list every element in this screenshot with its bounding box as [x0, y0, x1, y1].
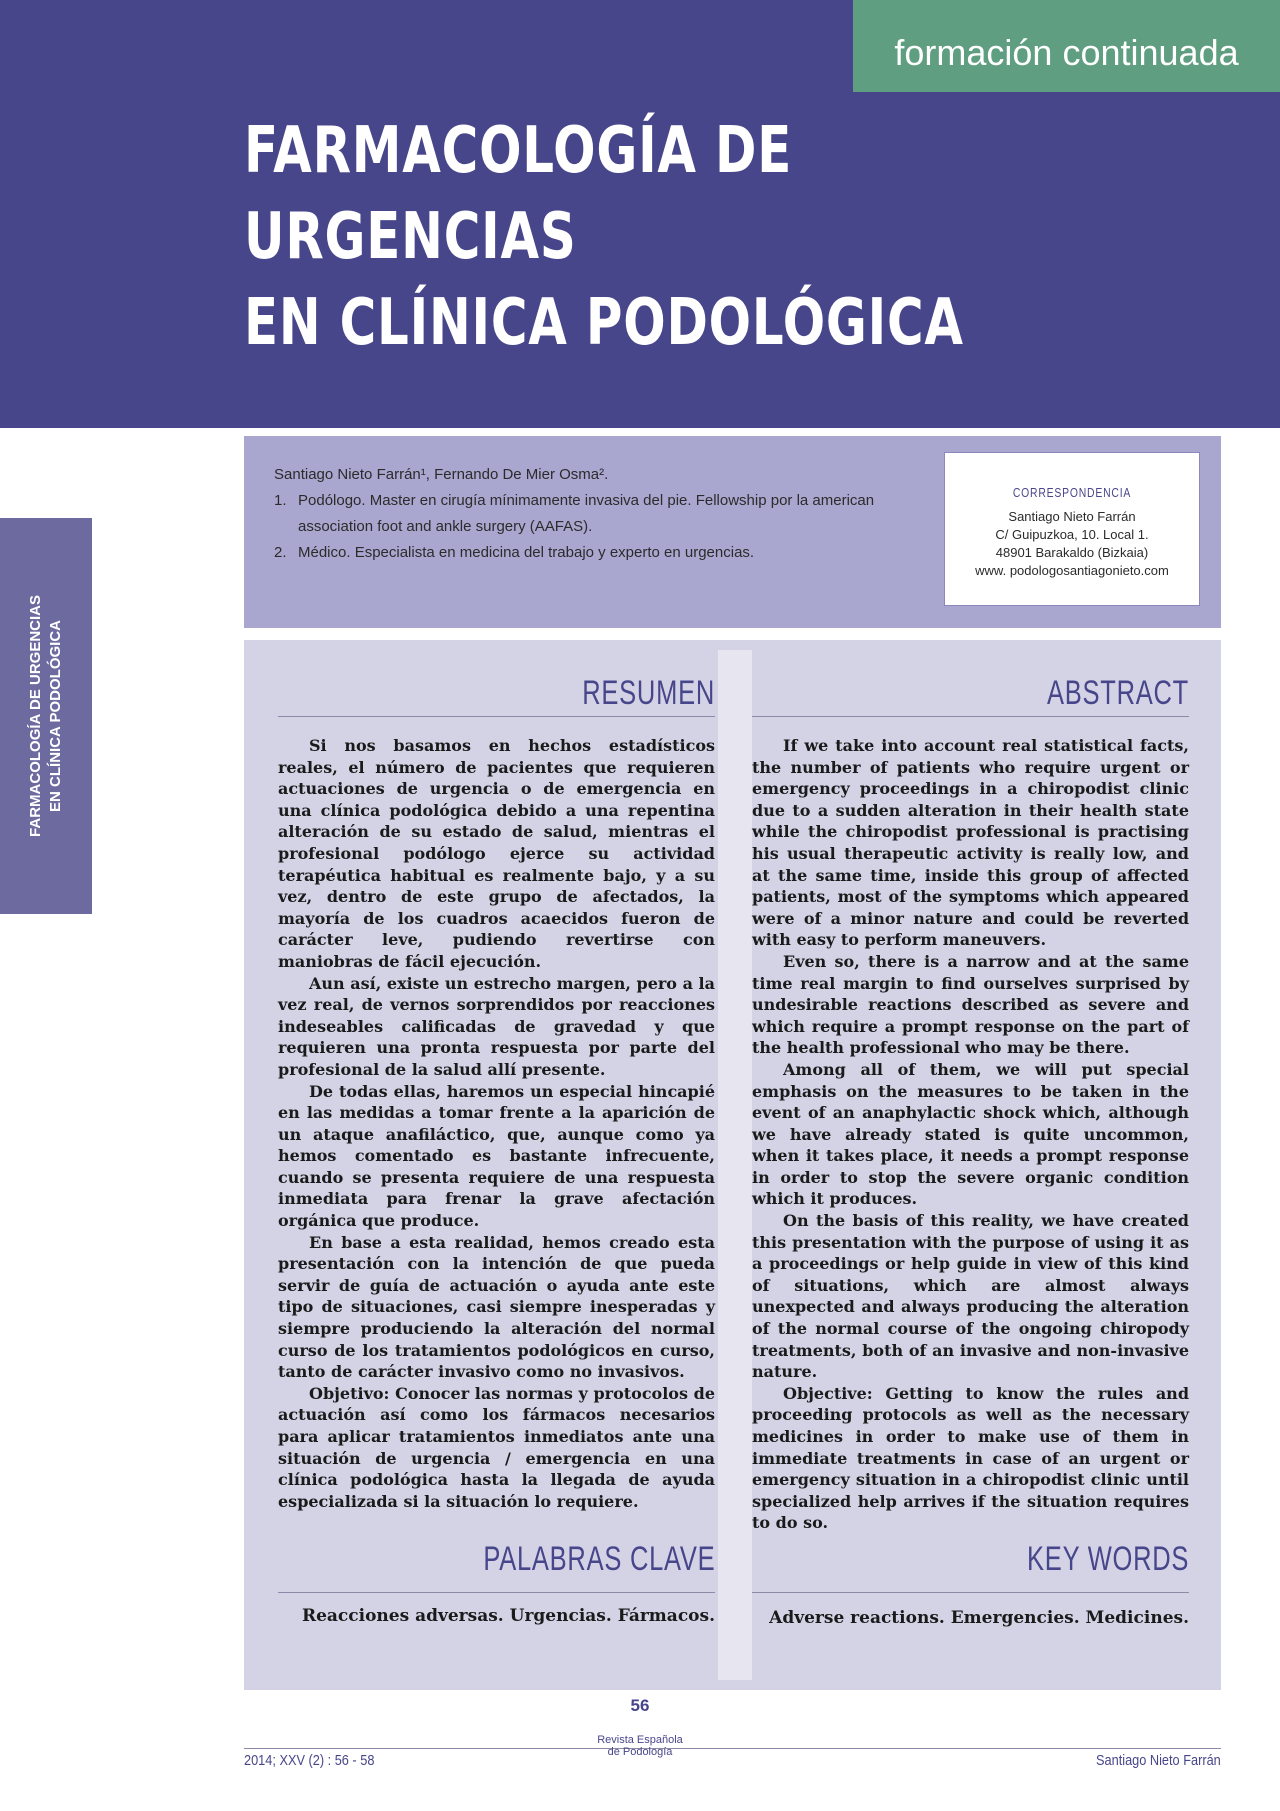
author-names: Santiago Nieto Farrán¹, Fernando De Mier Osma². — [274, 466, 609, 483]
abstract-body — [752, 735, 1189, 1534]
column-divider — [718, 650, 752, 1680]
correspondence-website[interactable]: www. podologosantiagonieto.com — [975, 563, 1169, 578]
affiliation-2: 2. Médico. Especialista en medicina del trabajo y experto en urgencias. — [274, 544, 755, 561]
objective-text: Getting to know the rules and proceeding protocols as well as the necessary medicines in order to make use of them in immediate treatments in case of an urgent or emergency situation in a chiropodist clinic until specialized help arrives if the situation requires to do so. — [752, 1383, 1189, 1533]
key-words-heading: KEY WORDS — [1026, 1540, 1189, 1578]
resumen-objective — [278, 1383, 715, 1513]
resumen-rule — [278, 716, 715, 717]
abstract-objective — [752, 1383, 1189, 1534]
title-line-2: EN CLÍNICA PODOLÓGICA — [244, 286, 964, 360]
resumen-column — [278, 640, 715, 1512]
abstract-heading: ABSTRACT — [1046, 674, 1189, 712]
section-tag: formación continuada — [853, 0, 1280, 92]
side-running-title — [0, 518, 92, 914]
objective-label: Objective: — [783, 1383, 873, 1403]
abstract-paragraph: If we take into account real statistical facts, the number of patients who require urgent or emergency proceedings in a chiropodist clinic due to a sudden alteration in their health state while the chiropodist professional is practising his usual therapeutic activity is really low, and at the same time, inside this group of affected patients, most of the symptoms which appeared were of a minor nature and could be reverted with easy to perform maneuvers. — [752, 736, 1189, 950]
resumen-paragraph: Si nos basamos en hechos estadísticos reales, el número de pacientes que requieren actuaciones de urgencia o de emergencia en una clínica podológica debido a una repentina alteración de su estado de salud, mientras el profesional podólogo ejerce su actividad terapéutica habitual es realmente bajo, y a su vez, dentro de este grupo de afectados, la mayoría de los cuadros acaecidos fueron de carácter leve, pudiendo revertirse con maniobras de fácil ejecución. — [278, 736, 715, 971]
authors-box — [244, 436, 1221, 628]
journal-name-line-2: de Podología — [607, 1746, 673, 1758]
key-words-rule — [752, 1592, 1189, 1593]
palabras-clave-block — [278, 1540, 715, 1670]
side-title-line-2: EN CLÍNICA PODOLÓGICA — [47, 620, 64, 812]
title-line-1: FARMACOLOGÍA DE URGENCIAS — [244, 114, 793, 274]
objective-label: Objetivo: — [309, 1383, 390, 1403]
article-title — [244, 108, 1052, 366]
header-banner — [0, 0, 1280, 428]
resumen-paragraph: En base a esta realidad, hemos creado esta presentación con la intención de que pueda servir de guía de actuación o ayuda ante este tipo de situaciones, casi siempre inesperadas y siempre produciendo la alteración del normal curso de los tratamientos podológicos en curso, tanto de carácter invasivo como no invasivos. — [278, 1232, 715, 1382]
author-info — [274, 462, 914, 566]
journal-name-line-1: Revista Española — [597, 1734, 683, 1746]
footer-author: Santiago Nieto Farrán — [1096, 1752, 1221, 1769]
resumen-body — [278, 735, 715, 1512]
key-words-block — [752, 1540, 1189, 1670]
correspondence-name: Santiago Nieto Farrán — [1008, 509, 1136, 524]
abstract-rule — [752, 716, 1189, 717]
abstract-panel — [244, 640, 1221, 1690]
abstract-column — [752, 640, 1189, 1534]
abstract-paragraph: Among all of them, we will put special emphasis on the measures to be taken in the event of an anaphylactic shock which, although we have already stated is quite uncommon, when it takes place, it needs a prompt response in order to stop the severe organic condition which it produces. — [752, 1059, 1189, 1209]
correspondence-box — [944, 452, 1200, 606]
abstract-paragraph: On the basis of this reality, we have created this presentation with the purpose of using it as a proceedings or help guide in view of this kind of situations, which are almost always unexpected and always producing the alteration of the normal course of the ongoing chiropody treatments, both of an invasive and non-invasive nature. — [752, 1211, 1189, 1382]
affiliation-1: 1. Podólogo. Master en cirugía mínimamente invasiva del pie. Fellowship por la american association foot and ankle surgery (AAFAS). — [274, 492, 875, 535]
correspondence-address-1: C/ Guipuzkoa, 10. Local 1. — [995, 527, 1149, 542]
resumen-paragraph: Aun así, existe un estrecho margen, pero a la vez real, de vernos sorprendidos por reacciones indeseables calificadas de gravedad y que requieren una pronta respuesta por parte del profesional de la salud allí presente. — [278, 973, 715, 1079]
page-number: 56 — [630, 1696, 650, 1715]
palabras-clave-rule — [278, 1592, 715, 1593]
correspondence-label: CORRESPONDENCIA — [1012, 485, 1132, 500]
journal-logo — [0, 1734, 1280, 1758]
palabras-clave-heading: PALABRAS CLAVE — [482, 1540, 715, 1578]
objective-text: Conocer las normas y protocolos de actuación así como los fármacos necesarios para aplicar tratamientos inmediatos ante una situación de urgencia / emergencia en una clínica podológica hasta la llegada de ayuda especializada si la situación lo requiere. — [278, 1383, 715, 1511]
resumen-paragraph: De todas ellas, haremos un especial hincapié en las medidas a tomar frente a la aparición de un ataque anafiláctico, que, aunque como ya hemos comentado es bastante infrecuente, cuando se presenta requiere de una respuesta inmediata para frenar la grave afectación orgánica que produce. — [278, 1081, 715, 1231]
key-words-text: Adverse reactions. Emergencies. Medicines. — [769, 1608, 1189, 1628]
correspondence-address-2: 48901 Barakaldo (Bizkaia) — [995, 545, 1149, 560]
abstract-paragraph: Even so, there is a narrow and at the same time real margin to find ourselves surprised by undesirable reactions described as severe and which require a prompt response on the part of the health professional who may be there. — [752, 951, 1189, 1058]
side-title-line-1: FARMACOLOGÍA DE URGENCIAS — [27, 595, 44, 837]
footer-citation: 2014; XXV (2) : 56 - 58 — [244, 1752, 375, 1769]
resumen-heading: RESUMEN — [582, 674, 715, 712]
palabras-clave-text: Reacciones adversas. Urgencias. Fármacos. — [301, 1606, 715, 1626]
